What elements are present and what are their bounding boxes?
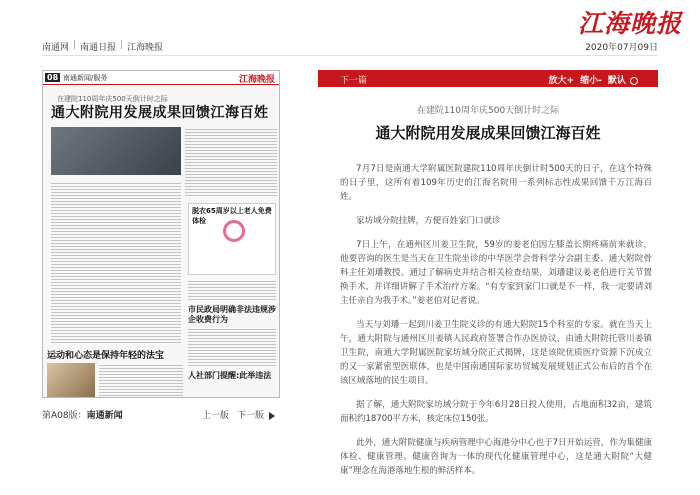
thumbnail-headline-4[interactable]: 运动和心态是保持年轻的法宝: [47, 351, 165, 361]
thumbnail-text-block: [51, 181, 181, 343]
nav-separator: |: [120, 40, 124, 50]
next-article-link[interactable]: 下一篇: [340, 76, 368, 86]
newspaper-page-thumbnail[interactable]: [42, 70, 280, 398]
thumbnail-text-block: [188, 279, 276, 301]
play-triangle-icon: [269, 412, 275, 420]
font-smaller-button[interactable]: 缩小-: [580, 76, 602, 86]
article-toolbar: [318, 70, 658, 87]
article-paragraph: 7月7日是南通大学附属医院建院110周年庆倒计时500天的日子，在这个特殊的日子里，这所有着109年历史的江海名院用一系列标志性成果回馈千万江海百姓。: [340, 164, 652, 202]
next-page-link[interactable]: [237, 408, 275, 421]
nav-separator: |: [73, 40, 77, 50]
nav-link-nantong-net[interactable]: 南通网: [42, 43, 70, 53]
thumbnail-page-number: 08: [47, 73, 59, 82]
article-body: [340, 162, 652, 488]
thumbnail-text-block: [99, 363, 183, 397]
header-divider: [42, 55, 658, 56]
font-default-label: 默认: [607, 76, 626, 86]
font-bigger-button[interactable]: 放大+: [548, 76, 575, 86]
article-title: 通大附院用发展成果回馈江海百姓: [375, 124, 601, 142]
thumbnail-headline[interactable]: 通大附院用发展成果回馈江海百姓: [51, 105, 269, 121]
site-logo[interactable]: 江海晚报: [577, 9, 682, 38]
issue-date: 2020年07月09日: [585, 43, 658, 53]
thumbnail-subtitle: 在建院110周年庆500天倒计时之际: [57, 95, 168, 103]
top-nav: [42, 40, 163, 53]
thumbnail-photo: [51, 127, 181, 175]
article-paragraph: 当天与刘璠一起到川姜卫生院义诊的有通大附院15个科室的专家。就在当天上午，通大附院与通州区川姜镇人民政府签署合作办医协议，由通大附院托管川姜镇卫生院，南通大学附属医院家坊域分院正式揭牌，这是该院优质医疗资源下沉成立的又一家紧密型医联体，也是中国南通国际家坊贸城发展规划正式公布后的首个在该区域落地的民生项目。: [340, 320, 652, 386]
thumbnail-section: 南通新闻/服务: [63, 74, 108, 82]
page-name-link[interactable]: 南通新闻: [86, 411, 123, 421]
thumbnail-ad-ring-icon: [223, 220, 245, 242]
article-panel: [318, 70, 658, 495]
nav-link-nantong-daily[interactable]: 南通日报: [80, 43, 117, 53]
nav-link-jianghai-evening[interactable]: 江海晚报: [127, 43, 164, 53]
thumbnail-ad-title: 脱衣65周岁以上老人免费体检: [192, 207, 272, 225]
article-paragraph: 据了解，通大附院家坊域分院于今年6月28日投入使用，占地面积32亩，建筑面积约18700平方米，核定床位150张。: [340, 400, 652, 424]
font-default-button[interactable]: [608, 73, 638, 86]
article-paragraph: 家坊域分院挂牌，方便百姓家门口就诊: [356, 216, 501, 226]
thumbnail-ad-box: [188, 203, 276, 275]
reset-circle-icon: [630, 77, 638, 85]
thumbnail-photo-2: [47, 363, 95, 397]
page-label: [42, 408, 123, 421]
next-page-label: 下一版: [237, 411, 265, 421]
prev-page-link[interactable]: 上一版: [202, 411, 230, 421]
thumbnail-text-block: [188, 327, 276, 367]
font-size-controls: [549, 73, 638, 86]
thumbnail-headline-3[interactable]: 人社部门提醒:此举违法: [188, 371, 272, 380]
thumbnail-topbar: [43, 71, 279, 85]
thumbnail-logo: 江海晚报: [238, 75, 275, 85]
thumbnail-text-block: [185, 127, 277, 197]
article-paragraph: 此外，通大附院健康与疾病管理中心海港分中心也于7日开始运营，作为集健康体检、健康管理、健康咨询为一体的现代化健康管理中心，这是通大附院“大健康”理念在海港落地生根的鲜活样本。: [340, 438, 652, 476]
page-label-prefix: 第A08版：: [42, 411, 87, 421]
site-header: [0, 0, 700, 58]
thumbnail-headline-2[interactable]: 市民政局明确非法违规涉企收费行为: [188, 305, 276, 324]
article-paragraph: 7日上午，在通州区川姜卫生院，59岁的姜老伯因左膝盖长期疼痛前来就诊，他要咨询的医生是当天在卫生院坐诊的中华医学会骨科学分会副主委、通大附院骨科主任刘璠教授。通过了解病史并结合相关检查结果，刘璠建议姜老伯进行关节置换手术，并详细讲解了手术治疗方案。“有专家到家门口就是不一样，我一定要请刘主任亲自为我手术。”姜老伯对记者说。: [340, 240, 652, 306]
article-pre-title: 在建院110周年庆500天倒计时之际: [416, 106, 560, 116]
page-pagination: [202, 408, 275, 421]
